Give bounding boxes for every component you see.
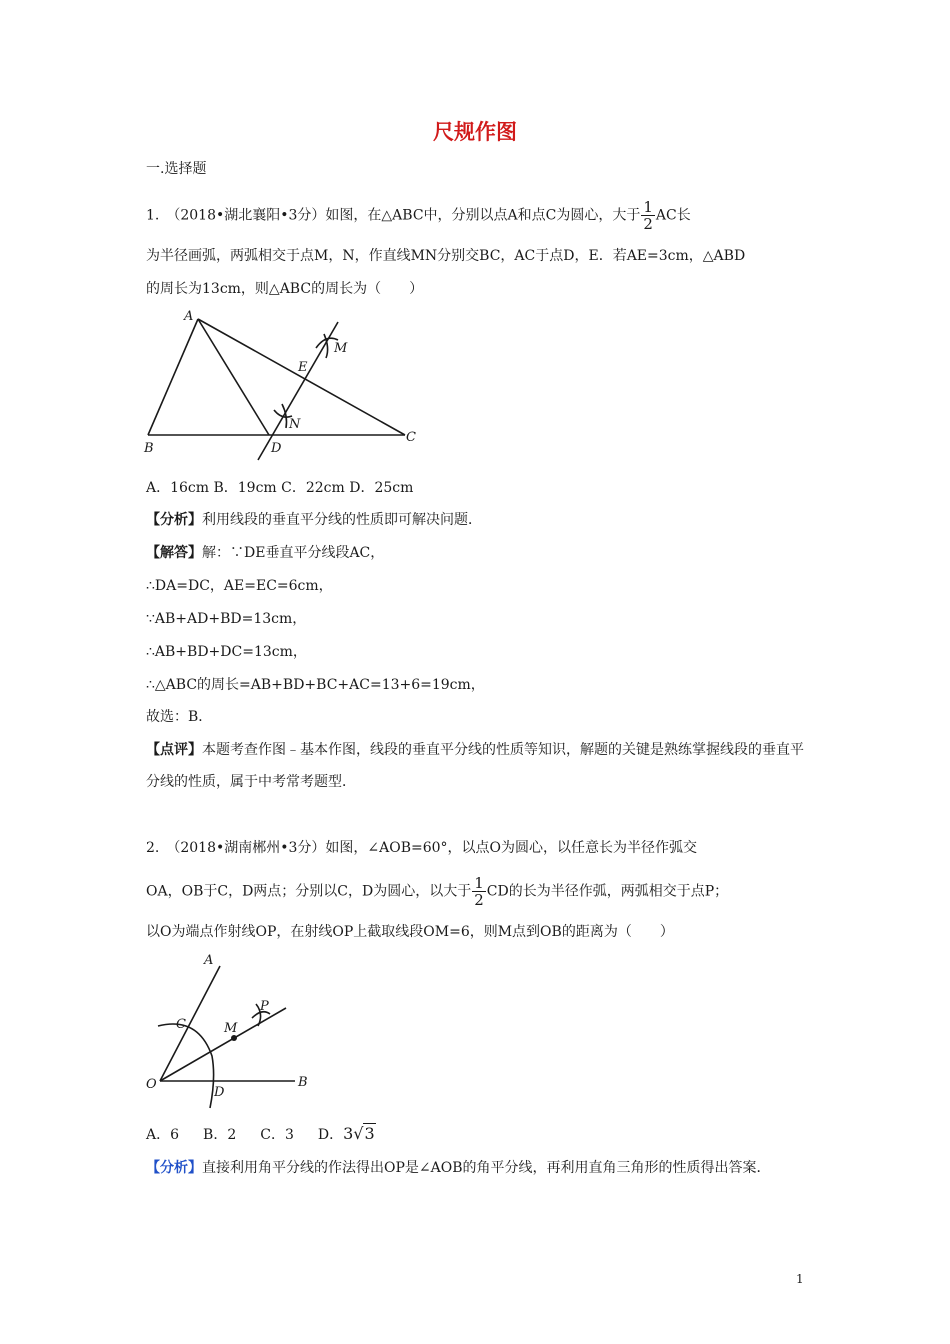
q1-comment-text: 本题考查作图﹣基本作图，线段的垂直平分线的性质等知识，解题的关键是熟练掌握线段的垂直平分线的性质，属于中考常考题型． bbox=[146, 742, 804, 790]
q1-figure bbox=[140, 304, 430, 464]
q1-step: ∴△ABC的周长=AB+BD+BC+AC=13+6=19cm， bbox=[146, 677, 485, 693]
q1-frac-num: 1 bbox=[643, 198, 653, 216]
q2-stem-suffix: CD的长为半径作弧，两弧相交于点P； bbox=[486, 883, 729, 900]
q2-stem-line2 bbox=[146, 875, 728, 908]
q1-analysis-tag: 【分析】 bbox=[146, 512, 202, 528]
q1-answer bbox=[146, 543, 384, 563]
q2-fraction bbox=[472, 875, 486, 908]
q1-stem-line2: 为半径画弧，两弧相交于点M，N，作直线MN分别交BC，AC于点D，E．若AE=3cm，△ABD bbox=[146, 248, 746, 264]
q1-fraction bbox=[641, 199, 655, 232]
q2-label-b: B bbox=[298, 1075, 308, 1090]
q1-answer-text: 解：∵DE垂直平分线段AC， bbox=[202, 545, 385, 561]
q2-option-b: B．2 bbox=[203, 1127, 237, 1143]
section-heading: 一.选择题 bbox=[146, 161, 207, 177]
q1-comment bbox=[146, 734, 806, 798]
q1-stem-line3: 的周长为13cm，则△ABC的周长为（ ） bbox=[146, 281, 424, 297]
q1-step: ∵AB+AD+BD=13cm， bbox=[146, 611, 307, 627]
q1-analysis-text: 利用线段的垂直平分线的性质即可解决问题． bbox=[202, 512, 482, 528]
q1-label-a: A bbox=[184, 309, 194, 324]
q1-label-m: M bbox=[334, 341, 348, 356]
q2-label-d: D bbox=[214, 1085, 225, 1100]
q1-stem-prefix: 1. （2018•湖北襄阳•3分）如图，在△ABC中，分别以点A和点C为圆心，大于 bbox=[146, 207, 641, 224]
q1-stem-line1 bbox=[146, 199, 691, 232]
q1-step: 故选：B． bbox=[146, 709, 213, 725]
q1-answer-tag: 【解答】 bbox=[146, 545, 202, 561]
q2-frac-num: 1 bbox=[474, 874, 484, 892]
q2-option-d: D． bbox=[317, 1127, 344, 1143]
q2-frac-den: 2 bbox=[474, 891, 484, 909]
q2-option-a: A．6 bbox=[146, 1127, 180, 1143]
q1-step: ∴DA=DC，AE=EC=6cm， bbox=[146, 578, 333, 594]
q2-stem-line3: 以O为端点作射线OP，在射线OP上截取线段OM=6，则M点到OB的距离为（ ） bbox=[146, 924, 674, 940]
page-title: 尺规作图 bbox=[433, 120, 517, 144]
q1-step: ∴AB+BD+DC=13cm， bbox=[146, 644, 307, 660]
q1-label-n: N bbox=[289, 417, 301, 432]
page-number: 1 bbox=[796, 1272, 804, 1286]
q2-analysis-tag: 【分析】 bbox=[146, 1160, 202, 1176]
q1-segment-ab bbox=[148, 319, 198, 435]
q2-option-d-coef: 3 bbox=[343, 1124, 354, 1143]
q1-segment-ad bbox=[198, 319, 269, 435]
q2-analysis bbox=[146, 1152, 806, 1184]
q1-stem-suffix: AC长 bbox=[655, 207, 691, 224]
q2-label-a: A bbox=[204, 953, 214, 968]
q2-stem-prefix: OA，OB于C，D两点；分别以C，D为圆心，以大于 bbox=[146, 883, 472, 900]
q2-option-d-value: 3√3 bbox=[343, 1124, 375, 1143]
q2-label-p: P bbox=[260, 999, 269, 1014]
q1-label-b: B bbox=[144, 441, 154, 456]
q2-figure bbox=[140, 948, 330, 1112]
q2-option-c: C．3 bbox=[260, 1127, 294, 1143]
q1-label-c: C bbox=[406, 430, 416, 445]
q1-analysis bbox=[146, 510, 482, 530]
q1-frac-den: 2 bbox=[643, 215, 653, 233]
q1-label-e: E bbox=[298, 360, 308, 375]
q1-comment-tag: 【点评】 bbox=[146, 742, 202, 758]
q1-options: A．16cm B．19cm C．22cm D．25cm bbox=[146, 480, 414, 496]
q2-analysis-text: 直接利用角平分线的作法得出OP是∠AOB的角平分线，再利用直角三角形的性质得出答案． bbox=[202, 1160, 771, 1176]
q1-segment-ac bbox=[198, 319, 405, 435]
q2-option-d-radicand: 3 bbox=[364, 1124, 375, 1143]
q2-label-c: C bbox=[176, 1017, 186, 1032]
q2-options bbox=[146, 1124, 376, 1145]
q1-label-d: D bbox=[271, 441, 282, 456]
q2-stem-line1: 2. （2018•湖南郴州•3分）如图，∠AOB=60°，以点O为圆心，以任意长为半径作弧交 bbox=[146, 840, 698, 856]
q2-label-o: O bbox=[146, 1077, 157, 1092]
q2-label-m: M bbox=[224, 1021, 238, 1036]
